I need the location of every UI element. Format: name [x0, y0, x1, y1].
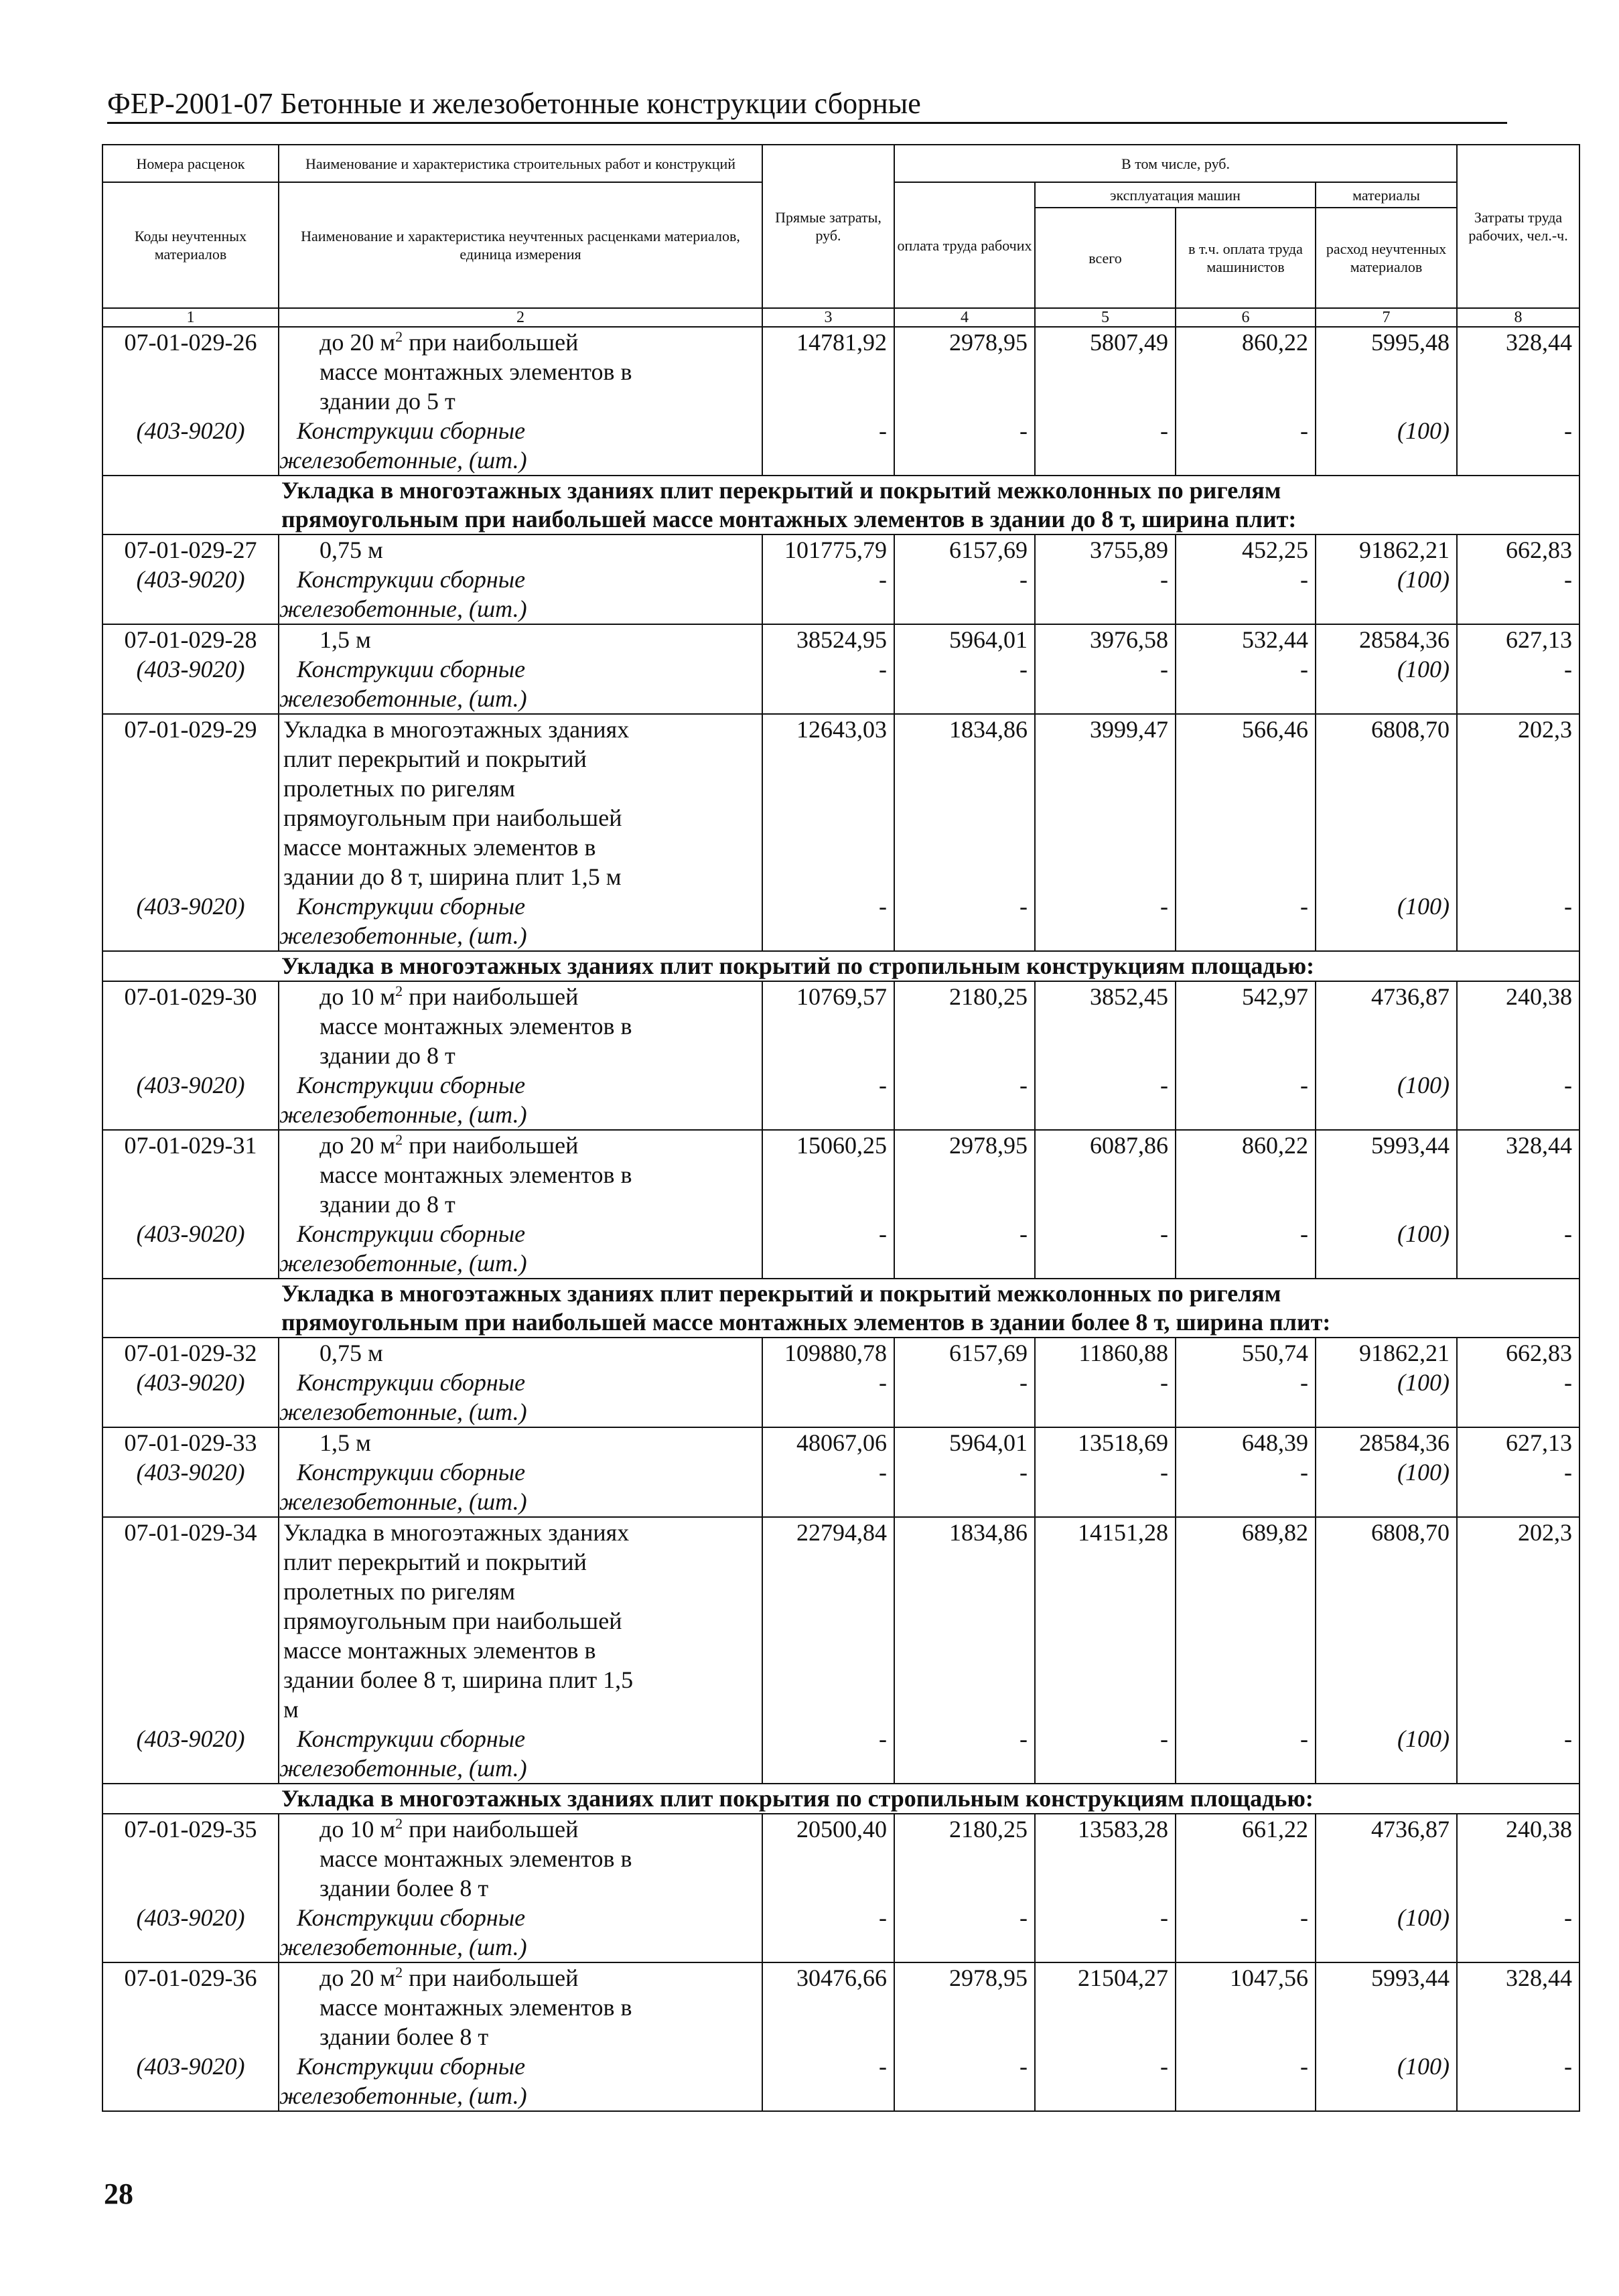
- machine-cost: -: [1035, 2052, 1176, 2111]
- labor-cost: -: [894, 416, 1035, 476]
- table-row: [102, 1427, 1579, 1457]
- machine-cost: 3976,58: [1035, 624, 1176, 654]
- col-number: 7: [1316, 308, 1457, 327]
- direct-cost: 12643,03: [762, 714, 894, 891]
- materials-cost: 5995,48: [1316, 327, 1457, 416]
- material-code: (403-9020): [102, 654, 279, 714]
- work-description: до 20 $м^2$ при наибольшей массе монтажных элементов в здании до 5 т: [279, 327, 762, 416]
- section-heading: Укладка в многоэтажных зданиях плит покрытия по стропильным конструкциям площадью:: [102, 1784, 1579, 1814]
- material-name: Конструкции сборные железобетонные, (шт.): [279, 1457, 762, 1517]
- work-description: Укладка в многоэтажных зданиях плит перекрытий и покрытий пролетных по ригелям прямоугольным при наибольшей массе монтажных элементов в здании более 8 т, ширина плит 1,5 м: [279, 1517, 762, 1724]
- machine-cost: -: [1035, 1070, 1176, 1130]
- rate-code: 07-01-029-34: [102, 1517, 279, 1724]
- labor-cost: -: [894, 1219, 1035, 1279]
- direct-cost: 109880,78: [762, 1338, 894, 1368]
- machinist-labor: 542,97: [1176, 981, 1316, 1070]
- labor-hours: 328,44: [1457, 1130, 1579, 1219]
- material-code: (403-9020): [102, 1219, 279, 1279]
- material-name: Конструкции сборные железобетонные, (шт.): [279, 565, 762, 624]
- work-description: до 20 $м^2$ при наибольшей массе монтажных элементов в здании до 8 т: [279, 1130, 762, 1219]
- machine-cost: 13583,28: [1035, 1814, 1176, 1903]
- work-description: до 10 $м^2$ при наибольшей массе монтажных элементов в здании до 8 т: [279, 981, 762, 1070]
- labor-cost: -: [894, 565, 1035, 624]
- materials-use: (100): [1316, 1070, 1457, 1130]
- header-machines-labor: в т.ч. оплата труда машинистов: [1176, 208, 1316, 308]
- machine-cost: -: [1035, 565, 1176, 624]
- material-name: Конструкции сборные железобетонные, (шт.): [279, 1070, 762, 1130]
- labor-hours: 328,44: [1457, 1962, 1579, 2052]
- material-row: [102, 1070, 1579, 1130]
- col-number: 1: [102, 308, 279, 327]
- material-name: Конструкции сборные железобетонные, (шт.): [279, 1219, 762, 1279]
- header-machines: эксплуатация машин: [1035, 182, 1316, 208]
- header-labor: оплата труда рабочих: [894, 182, 1035, 308]
- work-description: 1,5 м: [279, 624, 762, 654]
- machinist-labor: 566,46: [1176, 714, 1316, 891]
- col-number: 4: [894, 308, 1035, 327]
- machinist-labor: -: [1176, 1724, 1316, 1784]
- machinist-labor: -: [1176, 891, 1316, 951]
- table-row: [102, 1130, 1579, 1219]
- table-row: [102, 981, 1579, 1070]
- machinist-labor: -: [1176, 416, 1316, 476]
- labor-hours: 662,83: [1457, 534, 1579, 565]
- table-row: [102, 1338, 1579, 1368]
- material-code: (403-9020): [102, 1368, 279, 1427]
- rate-code: 07-01-029-28: [102, 624, 279, 654]
- materials-use: (100): [1316, 1457, 1457, 1517]
- header-codes-top: Номера расценок: [102, 145, 279, 182]
- labor-hours: 662,83: [1457, 1338, 1579, 1368]
- direct-cost: -: [762, 416, 894, 476]
- labor-cost: 6157,69: [894, 1338, 1035, 1368]
- material-code: (403-9020): [102, 565, 279, 624]
- material-name: Конструкции сборные железобетонные, (шт.): [279, 1368, 762, 1427]
- machine-cost: -: [1035, 654, 1176, 714]
- work-description: 0,75 м: [279, 534, 762, 565]
- machine-cost: -: [1035, 1903, 1176, 1962]
- price-table: [102, 144, 1580, 2112]
- machinist-labor: 689,82: [1176, 1517, 1316, 1724]
- work-description: 1,5 м: [279, 1427, 762, 1457]
- direct-cost: 15060,25: [762, 1130, 894, 1219]
- material-name: Конструкции сборные железобетонные, (шт.): [279, 654, 762, 714]
- materials-use: (100): [1316, 1903, 1457, 1962]
- labor-hours: 328,44: [1457, 327, 1579, 416]
- direct-cost: 30476,66: [762, 1962, 894, 2052]
- materials-use: (100): [1316, 1219, 1457, 1279]
- direct-cost: 22794,84: [762, 1517, 894, 1724]
- page-title: ФЕР-2001-07 Бетонные и железобетонные конструкции сборные: [107, 86, 1507, 124]
- labor-hours: 240,38: [1457, 981, 1579, 1070]
- machine-cost: -: [1035, 1368, 1176, 1427]
- table-row: [102, 714, 1579, 891]
- material-code: (403-9020): [102, 1457, 279, 1517]
- header-machines-total: всего: [1035, 208, 1176, 308]
- material-row: [102, 654, 1579, 714]
- labor-hours: 627,13: [1457, 1427, 1579, 1457]
- materials-use: (100): [1316, 891, 1457, 951]
- header-group: В том числе, руб.: [894, 145, 1457, 182]
- table-row: [102, 534, 1579, 565]
- labor-cost: -: [894, 891, 1035, 951]
- labor-cost: 1834,86: [894, 714, 1035, 891]
- material-code: (403-9020): [102, 1724, 279, 1784]
- labor-cost: -: [894, 2052, 1035, 2111]
- labor-hours: -: [1457, 1903, 1579, 1962]
- labor-cost: 2978,95: [894, 1962, 1035, 2052]
- material-row: [102, 1457, 1579, 1517]
- material-name: Конструкции сборные железобетонные, (шт.): [279, 416, 762, 476]
- labor-hours: -: [1457, 1219, 1579, 1279]
- machinist-labor: -: [1176, 1219, 1316, 1279]
- machinist-labor: 860,22: [1176, 327, 1316, 416]
- direct-cost: -: [762, 2052, 894, 2111]
- rate-code: 07-01-029-33: [102, 1427, 279, 1457]
- work-description: до 20 $м^2$ при наибольшей массе монтажных элементов в здании более 8 т: [279, 1962, 762, 2052]
- machinist-labor: -: [1176, 1457, 1316, 1517]
- machinist-labor: 532,44: [1176, 624, 1316, 654]
- direct-cost: -: [762, 1457, 894, 1517]
- section-heading: Укладка в многоэтажных зданиях плит покрытий по стропильным конструкциям площадью:: [102, 951, 1579, 981]
- labor-cost: 1834,86: [894, 1517, 1035, 1724]
- direct-cost: -: [762, 891, 894, 951]
- materials-use: (100): [1316, 565, 1457, 624]
- material-code: (403-9020): [102, 891, 279, 951]
- table-row: [102, 1814, 1579, 1903]
- labor-hours: 627,13: [1457, 624, 1579, 654]
- labor-cost: 2978,95: [894, 1130, 1035, 1219]
- direct-cost: -: [762, 1368, 894, 1427]
- direct-cost: -: [762, 1219, 894, 1279]
- machine-cost: 21504,27: [1035, 1962, 1176, 2052]
- rate-code: 07-01-029-30: [102, 981, 279, 1070]
- machinist-labor: 1047,56: [1176, 1962, 1316, 2052]
- material-row: [102, 1903, 1579, 1962]
- materials-use: (100): [1316, 654, 1457, 714]
- header-direct: Прямые затраты, руб.: [762, 145, 894, 308]
- direct-cost: -: [762, 654, 894, 714]
- table-row: [102, 1517, 1579, 1724]
- page-number: 28: [104, 2177, 133, 2210]
- table-row: [102, 624, 1579, 654]
- materials-use: (100): [1316, 416, 1457, 476]
- machinist-labor: -: [1176, 565, 1316, 624]
- machine-cost: -: [1035, 416, 1176, 476]
- materials-cost: 4736,87: [1316, 981, 1457, 1070]
- direct-cost: 48067,06: [762, 1427, 894, 1457]
- material-name: Конструкции сборные железобетонные, (шт.): [279, 1724, 762, 1784]
- rate-code: 07-01-029-26: [102, 327, 279, 416]
- machinist-labor: 661,22: [1176, 1814, 1316, 1903]
- labor-hours: 240,38: [1457, 1814, 1579, 1903]
- machine-cost: 14151,28: [1035, 1517, 1176, 1724]
- machine-cost: 5807,49: [1035, 327, 1176, 416]
- labor-cost: 2180,25: [894, 1814, 1035, 1903]
- labor-cost: -: [894, 1724, 1035, 1784]
- machine-cost: -: [1035, 891, 1176, 951]
- material-code: (403-9020): [102, 416, 279, 476]
- table-row: [102, 1962, 1579, 2052]
- direct-cost: -: [762, 565, 894, 624]
- material-row: [102, 416, 1579, 476]
- machine-cost: 3755,89: [1035, 534, 1176, 565]
- material-name: Конструкции сборные железобетонные, (шт.): [279, 1903, 762, 1962]
- labor-cost: 5964,01: [894, 624, 1035, 654]
- materials-cost: 5993,44: [1316, 1962, 1457, 2052]
- machinist-labor: -: [1176, 1368, 1316, 1427]
- machinist-labor: -: [1176, 1070, 1316, 1130]
- machine-cost: 3999,47: [1035, 714, 1176, 891]
- materials-use: (100): [1316, 1368, 1457, 1427]
- material-row: [102, 1368, 1579, 1427]
- labor-hours: 202,3: [1457, 714, 1579, 891]
- rate-code: 07-01-029-35: [102, 1814, 279, 1903]
- direct-cost: 10769,57: [762, 981, 894, 1070]
- col-number: 5: [1035, 308, 1176, 327]
- direct-cost: 14781,92: [762, 327, 894, 416]
- materials-cost: 5993,44: [1316, 1130, 1457, 1219]
- labor-hours: -: [1457, 1070, 1579, 1130]
- labor-cost: 2978,95: [894, 327, 1035, 416]
- material-code: (403-9020): [102, 2052, 279, 2111]
- table-row: [102, 327, 1579, 416]
- labor-cost: 5964,01: [894, 1427, 1035, 1457]
- machine-cost: -: [1035, 1457, 1176, 1517]
- labor-cost: -: [894, 1903, 1035, 1962]
- labor-hours: -: [1457, 416, 1579, 476]
- col-number: 2: [279, 308, 762, 327]
- material-row: [102, 1724, 1579, 1784]
- section-heading: Укладка в многоэтажных зданиях плит перекрытий и покрытий межколонных по ригелям прямоугольным при наибольшей массе монтажных элементов в здании до 8 т, ширина плит:: [102, 476, 1579, 534]
- material-row: [102, 1219, 1579, 1279]
- direct-cost: -: [762, 1724, 894, 1784]
- work-description: 0,75 м: [279, 1338, 762, 1368]
- header-codes-bottom: Коды неучтенных материалов: [102, 182, 279, 308]
- rate-code: 07-01-029-31: [102, 1130, 279, 1219]
- material-row: [102, 891, 1579, 951]
- direct-cost: 38524,95: [762, 624, 894, 654]
- labor-cost: 6157,69: [894, 534, 1035, 565]
- labor-cost: -: [894, 1070, 1035, 1130]
- materials-cost: 4736,87: [1316, 1814, 1457, 1903]
- labor-cost: 2180,25: [894, 981, 1035, 1070]
- materials-cost: 6808,70: [1316, 1517, 1457, 1724]
- labor-hours: -: [1457, 2052, 1579, 2111]
- rate-code: 07-01-029-32: [102, 1338, 279, 1368]
- labor-hours: -: [1457, 565, 1579, 624]
- materials-cost: 28584,36: [1316, 624, 1457, 654]
- direct-cost: 20500,40: [762, 1814, 894, 1903]
- material-row: [102, 565, 1579, 624]
- materials-cost: 91862,21: [1316, 534, 1457, 565]
- labor-cost: -: [894, 654, 1035, 714]
- section-heading: Укладка в многоэтажных зданиях плит перекрытий и покрытий межколонных по ригелям прямоугольным при наибольшей массе монтажных элементов в здании более 8 т, ширина плит:: [102, 1279, 1579, 1338]
- labor-hours: 202,3: [1457, 1517, 1579, 1724]
- header-name-top: Наименование и характеристика строительных работ и конструкций: [279, 145, 762, 182]
- machinist-labor: -: [1176, 654, 1316, 714]
- col-number: 8: [1457, 308, 1579, 327]
- machine-cost: 6087,86: [1035, 1130, 1176, 1219]
- col-number: 6: [1176, 308, 1316, 327]
- header-name-bottom: Наименование и характеристика неучтенных расценками материалов, единица измерения: [279, 182, 762, 308]
- machinist-labor: 550,74: [1176, 1338, 1316, 1368]
- materials-use: (100): [1316, 1724, 1457, 1784]
- labor-cost: -: [894, 1457, 1035, 1517]
- material-name: Конструкции сборные железобетонные, (шт.): [279, 891, 762, 951]
- machine-cost: 11860,88: [1035, 1338, 1176, 1368]
- labor-hours: -: [1457, 1368, 1579, 1427]
- direct-cost: -: [762, 1070, 894, 1130]
- material-name: Конструкции сборные железобетонные, (шт.): [279, 2052, 762, 2111]
- machinist-labor: 648,39: [1176, 1427, 1316, 1457]
- material-code: (403-9020): [102, 1070, 279, 1130]
- rate-code: 07-01-029-36: [102, 1962, 279, 2052]
- direct-cost: 101775,79: [762, 534, 894, 565]
- material-row: [102, 2052, 1579, 2111]
- labor-cost: -: [894, 1368, 1035, 1427]
- direct-cost: -: [762, 1903, 894, 1962]
- rate-code: 07-01-029-27: [102, 534, 279, 565]
- machinist-labor: 452,25: [1176, 534, 1316, 565]
- machine-cost: -: [1035, 1724, 1176, 1784]
- header-materials: материалы: [1316, 182, 1457, 208]
- materials-use: (100): [1316, 2052, 1457, 2111]
- material-code: (403-9020): [102, 1903, 279, 1962]
- labor-hours: -: [1457, 891, 1579, 951]
- machinist-labor: -: [1176, 1903, 1316, 1962]
- work-description: Укладка в многоэтажных зданиях плит перекрытий и покрытий пролетных по ригелям прямоугольным при наибольшей массе монтажных элементов в здании до 8 т, ширина плит 1,5 м: [279, 714, 762, 891]
- machine-cost: 13518,69: [1035, 1427, 1176, 1457]
- materials-cost: 91862,21: [1316, 1338, 1457, 1368]
- machinist-labor: -: [1176, 2052, 1316, 2111]
- rate-code: 07-01-029-29: [102, 714, 279, 891]
- machine-cost: 3852,45: [1035, 981, 1176, 1070]
- labor-hours: -: [1457, 1457, 1579, 1517]
- machinist-labor: 860,22: [1176, 1130, 1316, 1219]
- machine-cost: -: [1035, 1219, 1176, 1279]
- work-description: до 10 $м^2$ при наибольшей массе монтажных элементов в здании более 8 т: [279, 1814, 762, 1903]
- labor-hours: -: [1457, 1724, 1579, 1784]
- col-number: 3: [762, 308, 894, 327]
- header-hours: Затраты труда рабочих, чел.-ч.: [1457, 145, 1579, 308]
- materials-cost: 28584,36: [1316, 1427, 1457, 1457]
- labor-hours: -: [1457, 654, 1579, 714]
- header-material-use: расход неучтенных материалов: [1316, 208, 1457, 308]
- materials-cost: 6808,70: [1316, 714, 1457, 891]
